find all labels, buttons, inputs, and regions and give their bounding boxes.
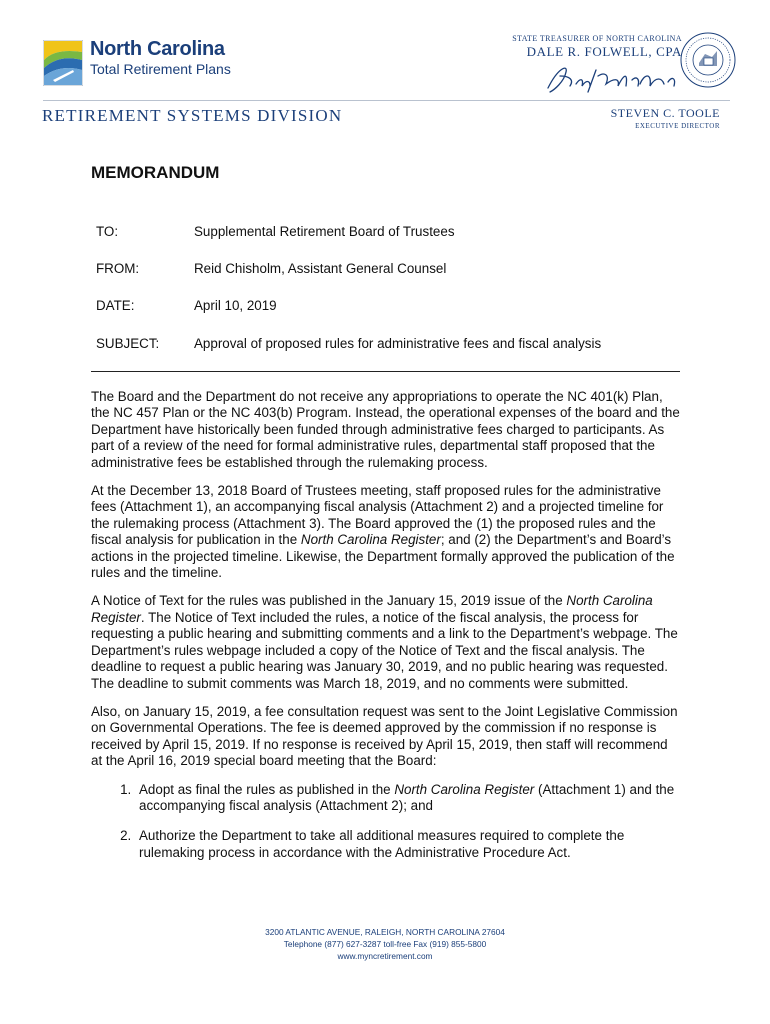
- field-label: SUBJECT:: [96, 336, 160, 351]
- list-item: 2. Authorize the Department to take all additional measures required to complete the rulemaking process in accordance with the Administrative Procedure Act.: [135, 828, 681, 861]
- paragraph-fee-consultation: Also, on January 15, 2019, a fee consultation request was sent to the Joint Legislative Commission on Governmental Operations. The fee is deemed approved by the commission if no response is received by April 15, 2019. If no response is received by April 15, 2019, then staff will recommend at the April 16, 2019 special board meeting that the Board:: [91, 703, 678, 769]
- memo-field-to: [96, 224, 455, 239]
- treasurer-block: [442, 34, 682, 60]
- memo-title: MEMORANDUM: [91, 163, 220, 182]
- footer-address: 3200 ATLANTIC AVENUE, RALEIGH, NORTH CAROLINA 27604: [265, 927, 505, 937]
- memo-field-from: [96, 261, 446, 276]
- nc-total-retirement-logo-icon: [43, 40, 83, 86]
- field-label: DATE:: [96, 298, 135, 313]
- field-label: FROM:: [96, 261, 140, 276]
- brand-title: North Carolina: [90, 38, 225, 60]
- letterhead-divider: [43, 100, 730, 101]
- field-value: Reid Chisholm, Assistant General Counsel: [194, 261, 447, 276]
- recommendation-list: [91, 782, 681, 862]
- treasurer-name: DALE R. FOLWELL, CPA: [526, 44, 682, 59]
- state-treasurer-seal-icon: [680, 32, 736, 88]
- memo-header-divider: [91, 371, 680, 372]
- field-value: April 10, 2019: [194, 298, 277, 313]
- memo-field-date: [96, 298, 277, 313]
- brand-subtitle: Total Retirement Plans: [90, 61, 231, 77]
- field-value: Approval of proposed rules for administrative fees and fiscal analysis: [194, 336, 602, 351]
- footer-website[interactable]: www.myncretirement.com: [337, 951, 433, 961]
- memo-field-subject: [96, 336, 601, 351]
- memo-body: [91, 389, 681, 875]
- paragraph-funding: The Board and the Department do not receive any appropriations to operate the NC 401(k) Plan, the NC 457 Plan or the NC 403(b) Program. Instead, the operational expenses of the board and the Department have historically been funded through administrative fees charged to participants. As part of a review of the need for formal administrative rules, departmental staff proposed that the administrative fees be established through the rulemaking process.: [91, 389, 680, 470]
- paragraph-notice-of-text: A Notice of Text for the rules was published in the January 15, 2019 issue of the North Carolina Register. The Notice of Text included the rules, a notice of the fiscal analysis, the process for requesting a public hearing and submitting comments and a link to the Department’s webpage. The Department’s rules webpage included a copy of the Notice of Text and the fiscal analysis. The deadline to request a public hearing was January 30, 2019, and no public hearing was requested. The deadline to submit comments was March 18, 2019, and no comments were submitted.: [91, 593, 678, 691]
- footer-phone: Telephone (877) 627-3287 toll-free Fax (919) 855-5800: [283, 939, 487, 949]
- division-title: RETIREMENT SYSTEMS DIVISION: [42, 106, 343, 125]
- director-title: EXECUTIVE DIRECTOR: [635, 122, 720, 130]
- director-name: STEVEN C. TOOLE: [610, 106, 720, 120]
- field-label: TO:: [96, 224, 119, 239]
- page-footer: [0, 926, 770, 962]
- paragraph-december-meeting: At the December 13, 2018 Board of Trustees meeting, staff proposed rules for the administrative fees (Attachment 1), an accompanying fiscal analysis (Attachment 2) and a projected timeline for the rulemaking process (Attachment 3). The Board approved the (1) the proposed rules and the fiscal analysis for publication in the North Carolina Register; and (2) the Department’s and Board’s actions in the projected timeline. Likewise, the Department formally approved the publication of the rules and the timeline.: [91, 483, 675, 581]
- director-block: [611, 106, 720, 130]
- treasurer-label: STATE TREASURER OF NORTH CAROLINA: [512, 34, 682, 43]
- list-item: 1. Adopt as final the rules as published in the North Carolina Register (Attachment 1) and the accompanying fiscal analysis (Attachment 2); and: [135, 782, 681, 815]
- field-value: Supplemental Retirement Board of Trustees: [194, 224, 455, 239]
- treasurer-signature-icon: [540, 62, 680, 96]
